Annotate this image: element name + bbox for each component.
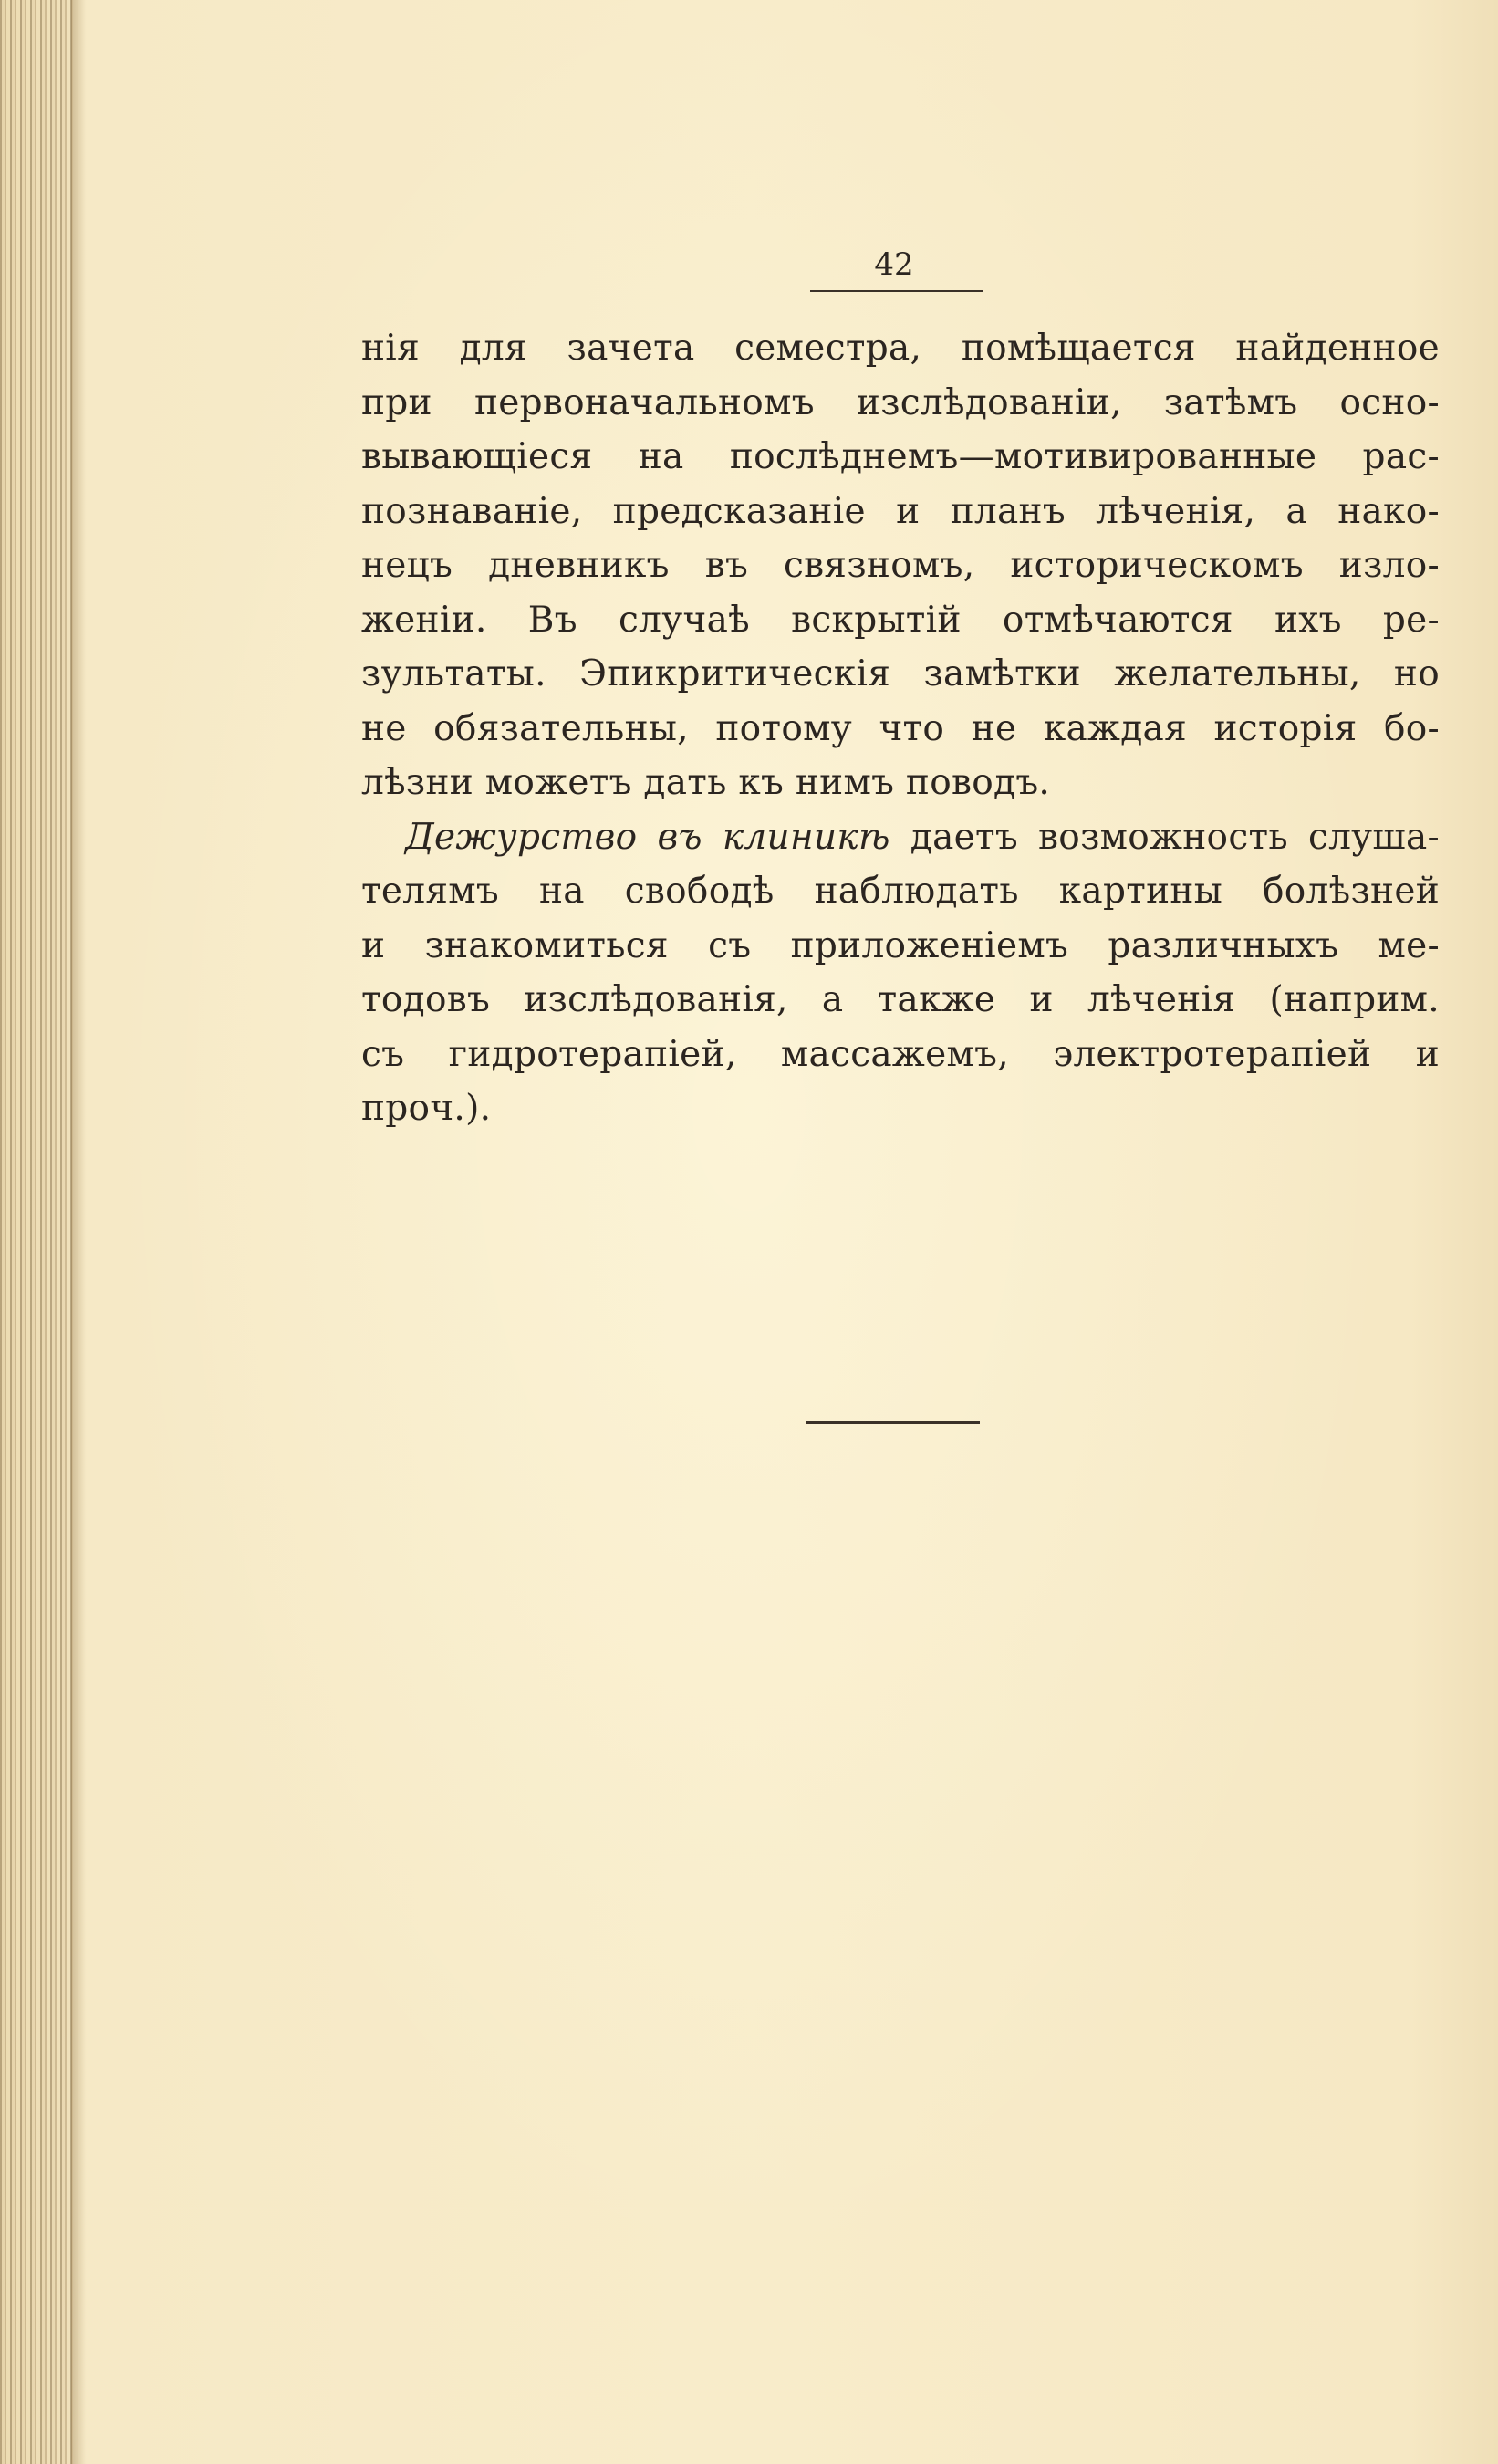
paragraph-2	[361, 810, 1440, 1136]
text-line: нія для зачета семестра, помѣщается найденное	[361, 328, 1440, 369]
text-line-first	[361, 810, 1440, 865]
page-number: 42	[874, 246, 914, 283]
text-line: съ гидротерапіей, массажемъ, электротерапіей и	[361, 1033, 1440, 1075]
text-line: телямъ на свободѣ наблюдать картины болѣзней	[361, 871, 1440, 912]
binding-shadow	[71, 0, 86, 2464]
text-line: тодовъ изслѣдованія, а также и лѣченія (наприм.	[361, 979, 1440, 1020]
text-line: женіи. Въ случаѣ вскрытій отмѣчаются ихъ ре-	[361, 599, 1440, 641]
text-line: познаваніе, предсказаніе и планъ лѣченія, а нако-	[361, 490, 1440, 532]
text-line: и знакомиться съ приложеніемъ различныхъ ме-	[361, 924, 1440, 966]
text-fragment: даетъ возможность слуша-	[889, 816, 1440, 858]
page-binding-edge	[0, 0, 73, 2464]
text-line: при первоначальномъ изслѣдованіи, затѣмъ осно-	[361, 381, 1440, 423]
text-line: зультаты. Эпикритическія замѣтки желательны, но	[361, 653, 1440, 694]
text-line: не обязательны, потому что не каждая исторія бо-	[361, 707, 1440, 749]
text-line: лѣзни можетъ дать къ нимъ поводъ.	[361, 762, 1051, 803]
text-line: нецъ дневникъ въ связномъ, историческомъ изло-	[361, 545, 1440, 586]
section-end-rule	[806, 1421, 980, 1424]
header-rule	[810, 290, 983, 292]
text-line: проч.).	[361, 1088, 492, 1129]
paragraph-1	[361, 321, 1440, 810]
body-text	[361, 321, 1440, 1136]
italic-term: Дежурство въ клиникѣ	[405, 816, 890, 858]
text-line: вывающіеся на послѣднемъ—мотивированные рас-	[361, 436, 1440, 477]
